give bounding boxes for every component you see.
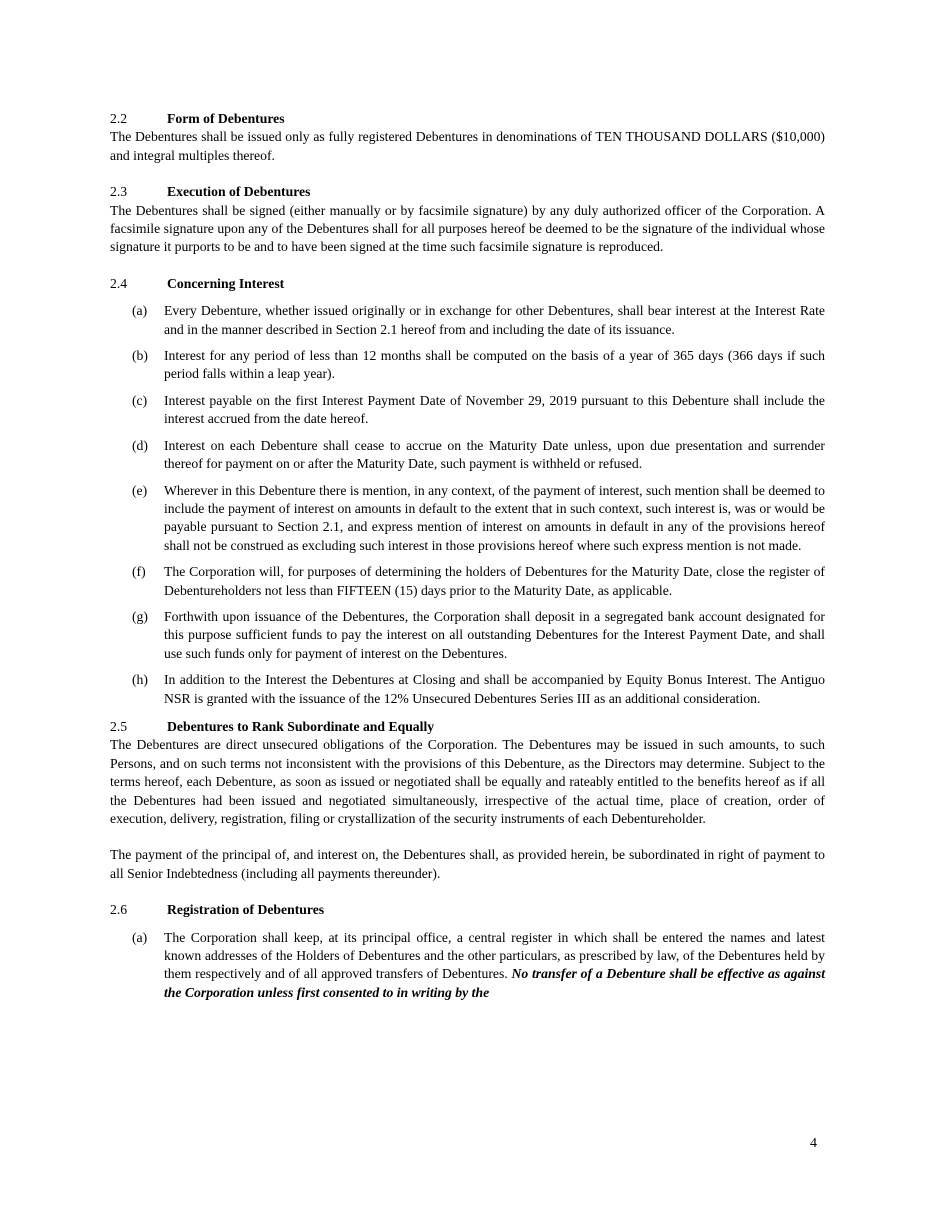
list-item-label: (e) [132,482,148,498]
section-number: 2.6 [110,902,128,918]
list-item [132,437,825,474]
section-title: Registration of Debentures [167,902,325,918]
list-item [132,482,825,556]
list-item-label: (d) [132,437,148,453]
section-title: Form of Debentures [167,111,285,126]
paragraph: The Debentures shall be issued only as fully registered Debentures in denominations of TEN THOUSAND DOLLARS ($10,000) and integral multiples thereof. [110,129,825,163]
list-item [132,302,825,339]
section-2-4 [110,275,825,708]
list-item-label: (b) [132,348,148,364]
list-item-label: (c) [132,392,148,408]
list-item [132,608,825,663]
list-item [132,347,825,384]
section-number: 2.4 [110,275,128,291]
list-item [132,563,825,600]
list-item [132,929,825,1003]
section-2-6 [110,901,825,1002]
paragraph: The Debentures shall be signed (either manually or by facsimile signature) by any duly authorized officer of the Corporation. A facsimile signature upon any of the Debentures shall for all purposes hereof be deemed to be the signature of the individual whose signature it purports to be and to have been signed at the time such facsimile signature is reproduced. [110,202,825,255]
paragraph: The payment of the principal of, and interest on, the Debentures shall, as provided herein, be subordinated in right of payment to all Senior Indebtedness (including all payments thereunder). [110,847,825,881]
section-title: Debentures to Rank Subordinate and Equally [167,718,435,734]
section-number: 2.3 [110,184,128,200]
list-item-text: Forthwith upon issuance of the Debentures, the Corporation shall deposit in a segregated bank account designated for this purpose sufficient funds to pay the interest on all outstanding Debentures for the Interest Payment Date, and shall use such funds only for payment of interest on the Debentures. [164,608,825,661]
list-item-text: Interest for any period of less than 12 months shall be computed on the basis of a year of 365 days (366 days if such period falls within a leap year). [164,348,825,382]
list [110,302,825,708]
section-heading [110,183,825,201]
section-2-2 [110,110,825,165]
section-heading [110,110,825,128]
section-heading [110,718,825,736]
document-page [110,110,825,1020]
section-heading [110,275,825,293]
list-item-label: (h) [132,672,148,688]
list-item-text: The Corporation will, for purposes of determining the holders of Debentures for the Maturity Date, close the register of Debentureholders not less than FIFTEEN (15) days prior to the Maturity Date, as applicable. [164,564,825,598]
list-item-text: Interest on each Debenture shall cease to accrue on the Maturity Date unless, upon due presentation and surrender thereof for payment on or after the Maturity Date, such payment is withheld or refused. [164,437,825,472]
list-item-label: (a) [132,929,148,945]
list-item-emphasized-text: No transfer of a Debenture shall be effective as against the Corporation unless first consented to in writing by the [164,966,826,1000]
list-item-text: In addition to the Interest the Debentures at Closing and shall be accompanied by Equity Bonus Interest. The Antiguo NSR is granted with the issuance of the 12% Unsecured Debentures Series III as an additional consideration. [164,672,825,706]
list-item-plain-text: The Corporation shall keep, at its principal office, a central register in which shall be entered the names and latest known addresses of the Holders of Debentures and the other particulars, as prescribed by law, of the Debentures held by them respectively and of all approved transfers of Debentures. [164,929,825,982]
list-item-label: (f) [132,564,146,580]
paragraph: The Debentures are direct unsecured obligations of the Corporation. The Debentures may be issued in such amounts, to such Persons, and on such terms not inconsistent with the provisions of this Debenture, as the Directors may determine. Subject to the terms hereof, each Debenture, as soon as issued or negotiated shall be equally and rateably entitled to the benefits hereof as if all the Debentures had been issued and negotiated simultaneously, irrespective of the actual time, place of creation, order of execution, delivery, registration, filing or crystallization of the security instruments of each Debentureholder. [110,737,825,826]
list-item-text [164,929,825,1003]
section-number: 2.5 [110,718,128,734]
list-item-label: (g) [132,608,148,624]
section-2-3 [110,183,825,257]
page-number: 4 [810,1136,817,1151]
list-item-text: Interest payable on the first Interest Payment Date of November 29, 2019 pursuant to this Debenture shall include the interest accrued from the date hereof. [164,392,825,427]
section-number: 2.2 [110,111,128,126]
list-item-text: Every Debenture, whether issued originally or in exchange for other Debentures, shall bear interest at the Interest Rate and in the manner described in Section 2.1 hereof from and including the date of its issuance. [164,303,825,337]
list-item [132,671,825,708]
section-title: Concerning Interest [167,275,285,291]
section-title: Execution of Debentures [167,184,311,200]
list-item-text: Wherever in this Debenture there is mention, in any context, of the payment of interest, such mention shall be deemed to include the payment of interest on amounts in default to the extent that in such context, such interest is, was or would be payable pursuant to Section 2.1, and express mention of interest on amounts in default in any of the provisions hereof shall not be construed as excluding such interest in those provisions hereof where such express mention is not made. [164,482,825,553]
list-item-label: (a) [132,303,148,319]
list-item [132,392,825,429]
section-2-5 [110,718,825,883]
section-heading [110,901,825,919]
list [110,929,825,1003]
